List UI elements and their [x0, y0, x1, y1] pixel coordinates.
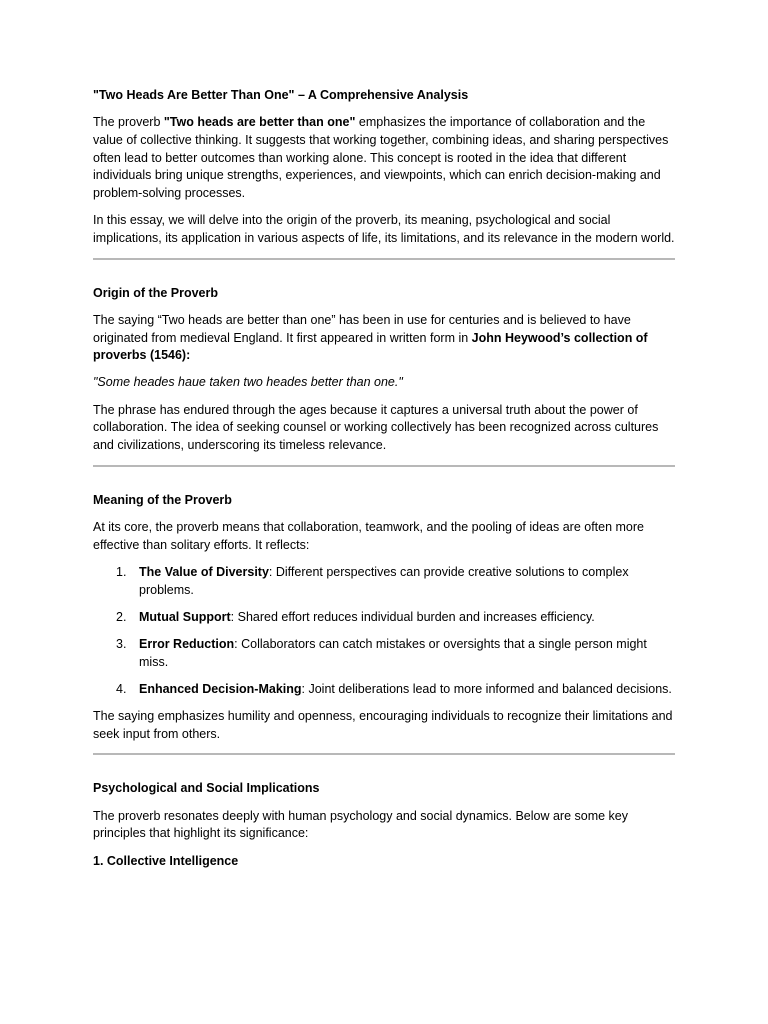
meaning-paragraph-2: The saying emphasizes humility and openness, encouraging individuals to recognize their limitations and seek input from others.	[93, 709, 673, 741]
document-page	[93, 87, 675, 870]
intro-proverb-bold: "Two heads are better than one"	[163, 115, 356, 130]
list-item-text: : Joint deliberations lead to more informed and balanced decisions.	[301, 681, 672, 696]
section-divider	[93, 258, 675, 260]
list-item-text: : Different perspectives can provide creative solutions to complex problems.	[139, 564, 629, 597]
origin-paragraph-2: The phrase has endured through the ages because it captures a universal truth about the power of collaboration. The idea of seeking counsel or working collectively has been recognized across cultures and civilizations, underscoring its timeless relevance.	[93, 402, 659, 453]
meaning-list	[93, 564, 675, 699]
list-item-term: Enhanced Decision-Making	[139, 681, 302, 696]
document-title: "Two Heads Are Better Than One" – A Comprehensive Analysis	[93, 88, 469, 102]
intro-paragraph-1	[93, 114, 675, 203]
psych-subheading-collective-intelligence: 1. Collective Intelligence	[93, 853, 239, 868]
list-item	[116, 609, 675, 627]
list-item-text: : Collaborators can catch mistakes or oversights that a single person might miss.	[139, 636, 647, 669]
list-item-text: : Shared effort reduces individual burden and increases efficiency.	[230, 609, 595, 624]
list-item-number: 3.	[116, 636, 127, 651]
meaning-heading: Meaning of the Proverb	[93, 492, 232, 507]
list-item-number: 2.	[116, 609, 127, 624]
origin-paragraph-1	[93, 312, 675, 365]
list-item-term: Mutual Support	[139, 609, 231, 624]
list-item-number: 4.	[116, 681, 127, 696]
section-divider	[93, 753, 675, 755]
psych-paragraph-1: The proverb resonates deeply with human psychology and social dynamics. Below are some key principles that highlight its significance:	[93, 808, 628, 841]
origin-quote: "Some headеs haue taken two headеs better than one."	[93, 375, 403, 390]
intro-text-post: emphasizes the importance of collaboration and the value of collective thinking. It suggests that working together, combining ideas, and sharing perspectives often lead to better outcomes than working alone. This concept is rooted in the idea that different individuals bring unique strengths, experiences, and viewpoints, which can enrich decision-making and problem-solving processes.	[93, 115, 669, 201]
list-item	[116, 681, 675, 699]
list-item	[116, 564, 675, 599]
meaning-paragraph-1: At its core, the proverb means that collaboration, teamwork, and the pooling of ideas are often more effective than solitary efforts. It reflects:	[93, 519, 645, 552]
origin-text-pre: The saying “Two heads are better than one” has been in use for centuries and is believed to have originated from medieval England. It first appeared in written form in	[93, 312, 631, 345]
psych-heading: Psychological and Social Implications	[93, 781, 320, 796]
origin-heading: Origin of the Proverb	[93, 285, 219, 300]
list-item-term: The Value of Diversity	[139, 564, 269, 579]
list-item	[116, 636, 675, 671]
list-item-term: Error Reduction	[139, 636, 235, 651]
origin-source-bold: John Heywood’s collection of proverbs (1546):	[93, 330, 648, 363]
section-divider	[93, 465, 675, 467]
intro-paragraph-2: In this essay, we will delve into the origin of the proverb, its meaning, psychological and social implications, its application in various aspects of life, its limitations, and its relevance in the modern world.	[93, 213, 675, 245]
intro-text-pre: The proverb	[93, 115, 164, 130]
list-item-number: 1.	[116, 564, 127, 579]
